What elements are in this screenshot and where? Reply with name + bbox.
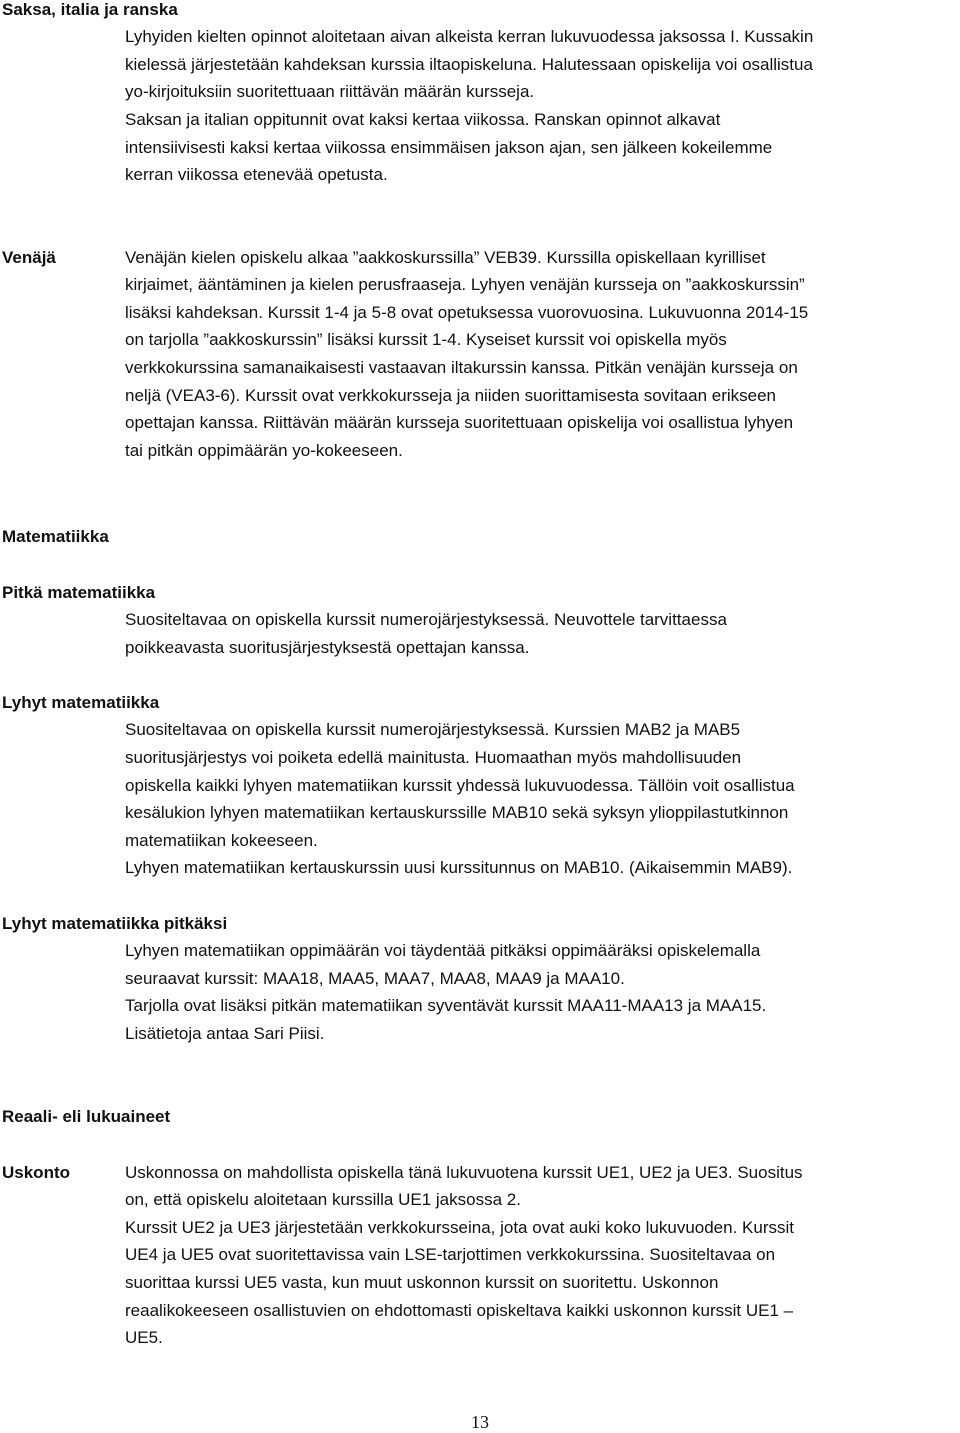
paragraph-line: UE5. — [125, 1328, 163, 1347]
paragraph-line: lisäksi kahdeksan. Kurssit 1-4 ja 5-8 ovat opetuksessa vuorovuosina. Lukuvuonna 2014-15 — [125, 303, 809, 322]
paragraph-line: on tarjolla ”aakkoskurssin” lisäksi kurssit 1-4. Kyseiset kurssit voi opiskella myös — [125, 330, 727, 349]
subsection-heading-long-math: Pitkä matematiikka — [2, 583, 156, 602]
paragraph-line: kesälukion lyhyen matematiikan kertauskurssille MAB10 sekä syksyn ylioppilastutkinnon — [125, 803, 789, 822]
paragraph-line: tai pitkän oppimäärän yo-kokeeseen. — [125, 441, 403, 460]
paragraph-line: Saksan ja italian oppitunnit ovat kaksi kertaa viikossa. Ranskan opinnot alkavat — [125, 110, 721, 129]
paragraph-line: Lyhyiden kielten opinnot aloitetaan aivan alkeista kerran lukuvuodessa jaksossa I. Kussakin — [125, 27, 814, 46]
subsection-heading-short-math: Lyhyt matematiikka — [2, 693, 160, 712]
section-label-russian: Venäjä — [2, 248, 56, 267]
paragraph-line: intensiivisesti kaksi kertaa viikossa ensimmäisen jakson ajan, sen jälkeen kokeilemme — [125, 138, 773, 157]
paragraph-line: Kurssit UE2 ja UE3 järjestetään verkkokursseina, jota ovat auki koko lukuvuoden. Kurssit — [125, 1218, 794, 1237]
paragraph-line: poikkeavasta suoritusjärjestyksestä opettajan kanssa. — [125, 638, 530, 657]
paragraph-line: kirjaimet, ääntäminen ja kielen perusfraaseja. Lyhyen venäjän kursseja on ”aakkoskurssin” — [125, 275, 805, 294]
section-heading-languages: Saksa, italia ja ranska — [2, 0, 178, 19]
paragraph-line: Venäjän kielen opiskelu alkaa ”aakkoskurssilla” VEB39. Kurssilla opiskellaan kyrilliset — [125, 248, 766, 267]
paragraph-line: opiskella kaikki lyhyen matematiikan kurssit yhdessä lukuvuodessa. Tällöin voit osallistua — [125, 776, 795, 795]
paragraph-line: Suositeltavaa on opiskella kurssit numerojärjestyksessä. Kurssien MAB2 ja MAB5 — [125, 720, 741, 739]
paragraph-line: suoritusjärjestys voi poiketa edellä mainitusta. Huomaathan myös mahdollisuuden — [125, 748, 742, 767]
paragraph-line: Suositeltavaa on opiskella kurssit numerojärjestyksessä. Neuvottele tarvittaessa — [125, 610, 727, 629]
paragraph-line: neljä (VEA3-6). Kurssit ovat verkkokursseja ja niiden suorittamisesta sovitaan erikseen — [125, 386, 777, 405]
paragraph-line: UE4 ja UE5 ovat suoritettavissa vain LSE-tarjottimen verkkokurssina. Suositeltavaa on — [125, 1245, 776, 1264]
paragraph-line: Lyhyen matematiikan kertauskurssin uusi kurssitunnus on MAB10. (Aikaisemmin MAB9). — [125, 858, 793, 877]
paragraph-line: on, että opiskelu aloitetaan kurssilla UE1 jaksossa 2. — [125, 1190, 521, 1209]
paragraph-line: verkkokurssina samanaikaisesti vastaavan iltakurssin kanssa. Pitkän venäjän kursseja on — [125, 358, 798, 377]
paragraph-line: kielessä järjestetään kahdeksan kurssia iltaopiskeluna. Halutessaan opiskelija voi osallistua — [125, 55, 813, 74]
paragraph-line: Tarjolla ovat lisäksi pitkän matematiikan syventävät kurssit MAA11-MAA13 ja MAA15. — [125, 996, 767, 1015]
paragraph-line: Lyhyen matematiikan oppimäärän voi täydentää pitkäksi oppimääräksi opiskelemalla — [125, 941, 761, 960]
paragraph-line: Uskonnossa on mahdollista opiskella tänä lukuvuotena kurssit UE1, UE2 ja UE3. Suositus — [125, 1163, 803, 1182]
paragraph-line: reaalikokeeseen osallistuvien on ehdottomasti opiskeltava kaikki uskonnon kurssit UE1 – — [125, 1301, 794, 1320]
paragraph-line: yo-kirjoituksiin suoritettuaan riittävän määrän kursseja. — [125, 82, 535, 101]
section-heading-math: Matematiikka — [2, 527, 109, 546]
paragraph-line: suorittaa kurssi UE5 vasta, kun muut uskonnon kurssit on suoritettu. Uskonnon — [125, 1273, 719, 1292]
paragraph-line: Lisätietoja antaa Sari Piisi. — [125, 1024, 325, 1043]
page-number: 13 — [471, 1412, 489, 1432]
paragraph-line: kerran viikossa etenevää opetusta. — [125, 165, 388, 184]
subsection-heading-short-to-long-math: Lyhyt matematiikka pitkäksi — [2, 914, 228, 933]
section-heading-real-subjects: Reaali- eli lukuaineet — [2, 1107, 171, 1126]
section-label-religion: Uskonto — [2, 1163, 70, 1182]
paragraph-line: matematiikan kokeeseen. — [125, 831, 318, 850]
paragraph-line: seuraavat kurssit: MAA18, MAA5, MAA7, MAA8, MAA9 ja MAA10. — [125, 969, 625, 988]
paragraph-line: opettajan kanssa. Riittävän määrän kursseja suoritettuaan opiskelija voi osallistua lyhyen — [125, 413, 794, 432]
